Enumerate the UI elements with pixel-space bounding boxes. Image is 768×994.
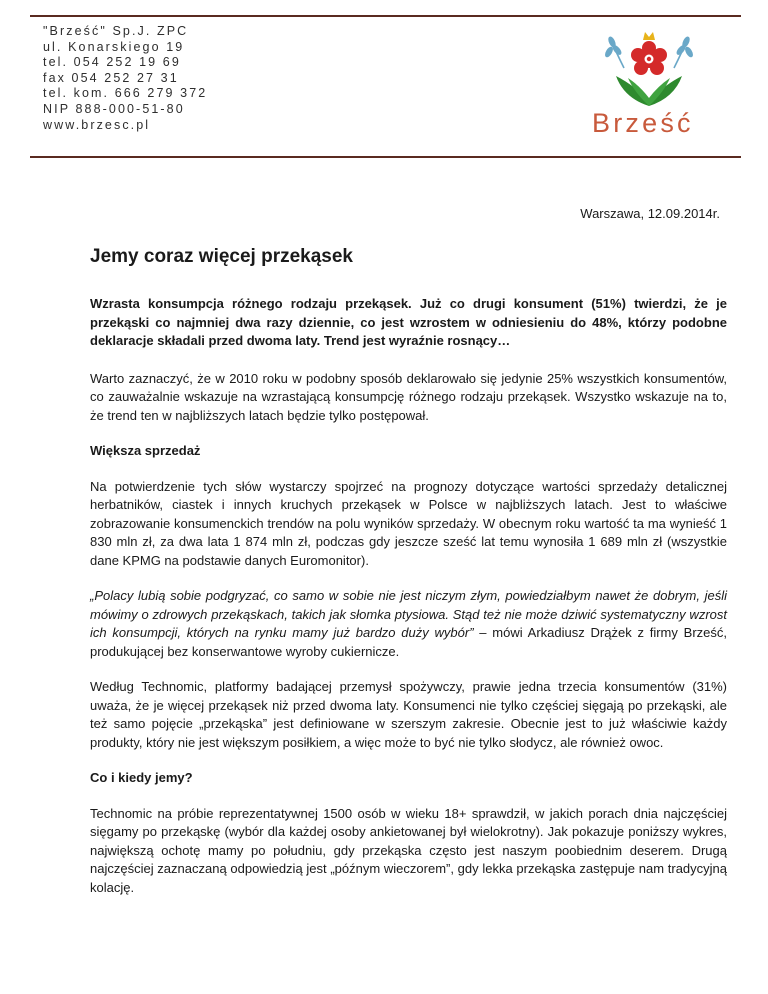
section-heading-sales: Większa sprzedaż bbox=[90, 443, 201, 458]
section-heading-when: Co i kiedy jemy? bbox=[90, 770, 193, 785]
brand-name: Brześć bbox=[592, 108, 694, 138]
document-date: Warszawa, 12.09.2014r. bbox=[580, 206, 720, 221]
brzesc-logo bbox=[582, 28, 717, 143]
company-website[interactable]: www.brzesc.pl bbox=[43, 117, 151, 132]
flower-emblem-icon bbox=[594, 28, 704, 108]
company-nip: NIP 888-000-51-80 bbox=[43, 101, 185, 116]
paragraph: Na potwierdzenie tych słów wystarczy spojrzeć na prognozy dotyczące wartości sprzedaży detalicznej herbatników, ciastek i innych kruchych przekąsek w Polsce w najbliższych latach. Jest to właściwe zobrazowanie konsumenckich trendów na polu wyników sprzedaży. W obecnym roku wartość ta ma wynieść 1 830 mln zł, za dwa lata 1 874 mln zł, podczas gdy jeszcze sześć lat temu wynosiła 1 689 mln zł (wszystkie dane KPMG na podstawie danych Euromonitor). bbox=[90, 478, 727, 568]
company-mobile: tel. kom. 666 279 372 bbox=[43, 86, 208, 101]
paragraph: Warto zaznaczyć, że w 2010 roku w podobny sposób deklarowało się jedynie 25% wszystkich konsumentów, co zauważalnie wskazuje na wzrastającą konsumpcję różnego rodzaju przekąsek. Wszystko wskazuje na to, że trend ten w najbliższych latach będzie tylko postępował. bbox=[90, 370, 727, 423]
company-fax: fax 054 252 27 31 bbox=[43, 70, 179, 85]
paragraph: Technomic na próbie reprezentatywnej 1500 osób w wieku 18+ sprawdził, w jakich porach dnia najczęściej sięgamy po przekąskę (wybór dla każdej osoby ankietowanej był wielokrotny). Jak pokazuje poniższy wykres, największą ochotę mamy po południu, gdy przekąska często jest naszym poobiednim deserem. Drugą najczęściej zaznaczaną odpowiedzią jest „późnym wieczorem”, gdy lekka przekąska zastępuje nam tradycyjną kolację. bbox=[90, 805, 727, 895]
article-title: Jemy coraz więcej przekąsek bbox=[90, 246, 354, 267]
company-address-block bbox=[43, 24, 207, 133]
quote-paragraph bbox=[90, 587, 727, 661]
company-street: ul. Konarskiego 19 bbox=[43, 39, 185, 54]
quote-attribution: – mówi Arkadiusz Drążek z firmy Brześć, produkującej bez konserwantowe wyroby cukiernicze. bbox=[90, 625, 727, 659]
paragraph: Według Technomic, platformy badającej przemysł spożywczy, prawie jedna trzecia konsumentów (31%) uważa, że je więcej przekąsek niż przed dwoma laty. Konsumenci nie tylko częściej sięgają po przekąski, ale też samo pojęcie „przekąska” jest definiowane w szerszym zakresie. Obecnie jest to już właściwie każdy produkty, który nie jest większym posiłkiem, a więc może to być nie tylko słodycz, ale również owoc. bbox=[90, 679, 727, 750]
company-name: "Brześć" Sp.J. ZPC bbox=[43, 24, 189, 38]
company-phone: tel. 054 252 19 69 bbox=[43, 55, 181, 70]
quote-text: „Polacy lubią sobie podgryzać, co samo w sobie nie jest niczym złym, powiedziałbym nawet że dobrym, jeśli mówimy o zdrowych przekąskach, takich jak słomka ptysiowa. Stąd też nie może dziwić systematyczny wzrost ich konsumpcji, których na rynku mamy już bardzo duży wybór” bbox=[90, 588, 727, 640]
header-bottom-rule bbox=[30, 156, 741, 158]
header-top-rule bbox=[30, 15, 741, 17]
article-body bbox=[90, 244, 727, 914]
article-lead: Wzrasta konsumpcja różnego rodzaju przekąsek. Już co drugi konsument (51%) twierdzi, że je przekąski co najmniej dwa razy dziennie, co jest wzrostem w odniesieniu do 48%, którzy podobne deklaracje składali przed dwoma laty. Trend jest wyraźnie rosnący… bbox=[90, 296, 727, 348]
